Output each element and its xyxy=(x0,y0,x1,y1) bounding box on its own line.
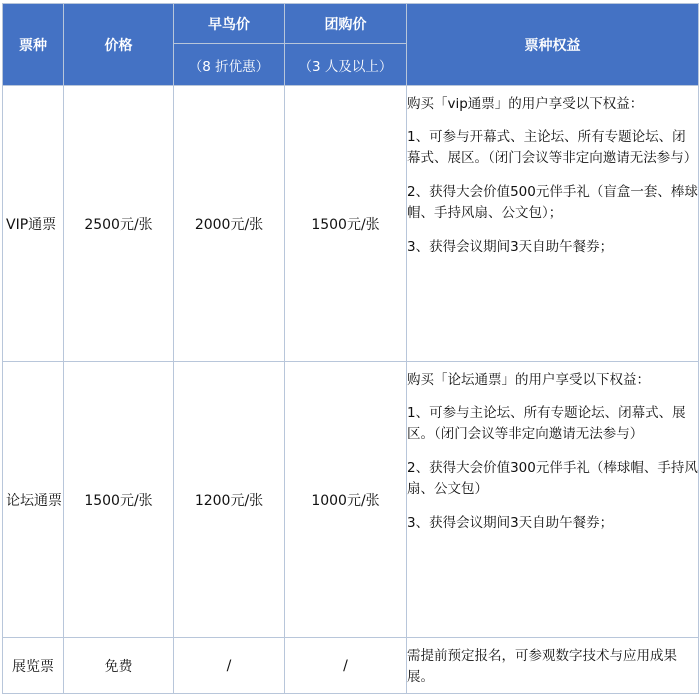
header-row xyxy=(3,4,699,44)
header-price: 价格 xyxy=(64,4,174,86)
group-price-cell: / xyxy=(285,638,407,694)
header-benefits: 票种权益 xyxy=(407,4,699,86)
price-cell: 1500元/张 xyxy=(64,362,174,638)
benefit-item: 1、可参与开幕式、主论坛、所有专题论坛、闭幕式、展区。（闭门会议等非定向邀请无法参与） xyxy=(407,129,698,166)
ticket-pricing-table xyxy=(2,3,699,694)
early-bird-price-cell: 1200元/张 xyxy=(174,362,285,638)
table-row-forum xyxy=(3,362,699,638)
benefit-item: 2、获得大会价值500元伴手礼（盲盒一套、棒球帽、手持风扇、公文包）； xyxy=(407,184,698,221)
header-ticket-type: 票种 xyxy=(3,4,64,86)
group-price-cell: 1000元/张 xyxy=(285,362,407,638)
table-row-vip xyxy=(3,86,699,362)
early-bird-price-cell: 2000元/张 xyxy=(174,86,285,362)
header-group-note: （3 人及以上） xyxy=(285,44,407,86)
price-cell: 2500元/张 xyxy=(64,86,174,362)
ticket-type-cell: VIP通票 xyxy=(3,86,64,362)
early-bird-price-cell: / xyxy=(174,638,285,694)
benefit-item: 2、获得大会价值300元伴手礼（棒球帽、手持风扇、公文包） xyxy=(407,460,698,497)
benefits-intro: 购买「论坛通票」的用户享受以下权益： xyxy=(407,372,650,388)
table-row-exhibition xyxy=(3,638,699,694)
benefit-item: 3、获得会议期间3天自助午餐券； xyxy=(407,239,614,255)
benefits-intro: 购买「vip通票」的用户享受以下权益： xyxy=(407,96,644,112)
benefit-item: 1、可参与主论坛、所有专题论坛、闭幕式、展区。（闭门会议等非定向邀请无法参与） xyxy=(407,405,686,442)
benefits-cell: 需提前预定报名，可参观数字技术与应用成果展。 xyxy=(407,638,699,694)
header-early-bird-note: （8 折优惠） xyxy=(174,44,285,86)
ticket-type-cell: 展览票 xyxy=(3,638,64,694)
benefit-item: 3、获得会议期间3天自助午餐券； xyxy=(407,515,614,531)
group-price-cell: 1500元/张 xyxy=(285,86,407,362)
ticket-type-cell: 论坛通票 xyxy=(3,362,64,638)
header-early-bird: 早鸟价 xyxy=(174,4,285,44)
price-cell: 免费 xyxy=(64,638,174,694)
header-group: 团购价 xyxy=(285,4,407,44)
benefits-cell xyxy=(407,86,699,362)
benefits-cell xyxy=(407,362,699,638)
